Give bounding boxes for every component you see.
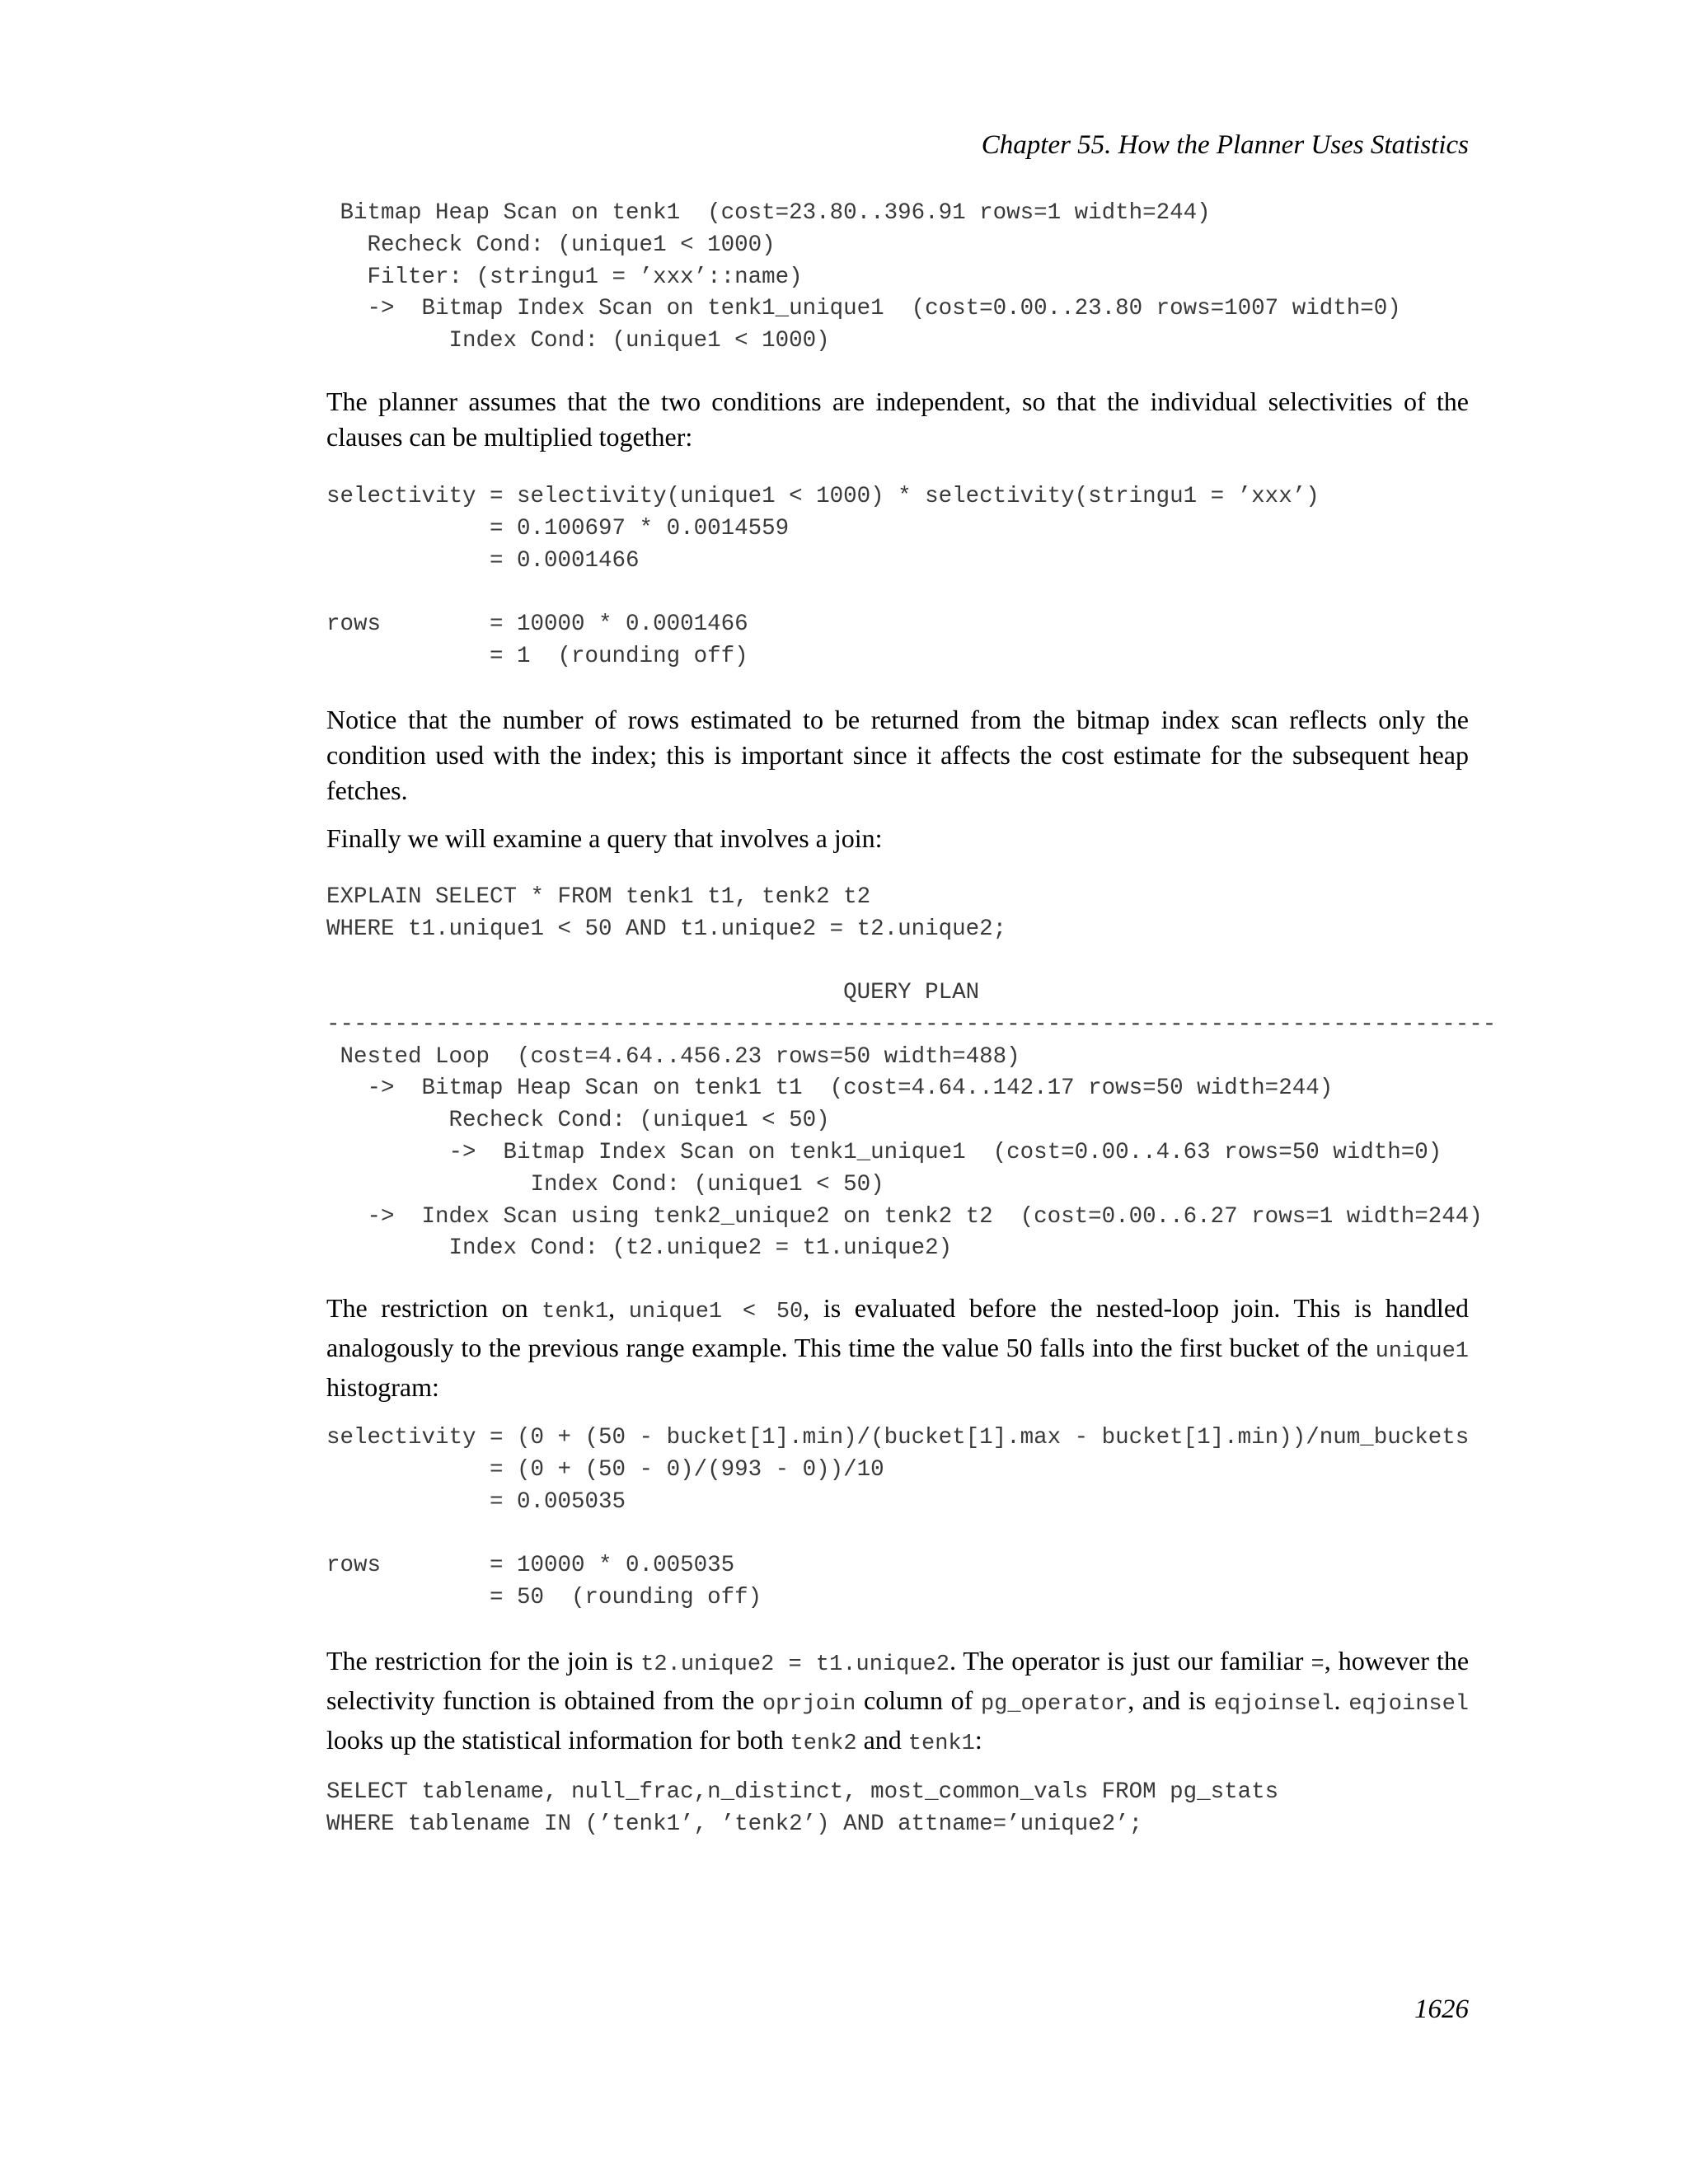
- inline-code-unique1: unique1: [1375, 1339, 1469, 1364]
- paragraph-bitmap-rows-note: Notice that the number of rows estimated to be returned from the bitmap index scan reflects only the condition used with the index; this is important since it affects the cost estimate for the subsequent heap fetches.: [326, 705, 1469, 805]
- paragraph-join-restriction: The restriction for the join is t2.unique2 = t1.unique2. The operator is just our familiar =, however the selectivity function is obtained from the oprjoin column of pg_operator, and is eqjoinsel. eqjoinsel looks up the statistical information for both tenk2 and tenk1:: [326, 1646, 1470, 1756]
- document-page: [326, 0, 1645, 2184]
- inline-code-eqjoinsel-2: eqjoinsel: [1348, 1692, 1470, 1717]
- inline-code-unique1-lt-50: unique1 < 50: [628, 1300, 804, 1324]
- inline-code-tenk1-2: tenk1: [907, 1732, 975, 1756]
- query-plan-nested-loop: QUERY PLAN -------------------------------------------------------------------------------------- Nested Loop (cost=4.64..456.23 rows=50 width=488) -> Bitmap Heap Scan on tenk1 t1 (cost=4.64..142.17 rows=50 width=244) Recheck Cond: (unique1 < 50) -> Bitmap Index Scan on tenk1_unique1 (cost=0.00..4.63 rows=50 width=0) Index Cond: (unique1 < 50) -> Index Scan using tenk2_unique2 on tenk2 t2 (cost=0.00..6.27 rows=1 width=244) Index Cond: (t2.unique2 = t1.unique2): [326, 980, 1497, 1262]
- pg-stats-query: SELECT tablename, null_frac,n_distinct, most_common_vals FROM pg_stats WHERE tablename IN (’tenk1’, ’tenk2’) AND attname=’unique2’;: [326, 1779, 1279, 1837]
- inline-code-tenk1: tenk1: [542, 1300, 609, 1324]
- paragraph-restriction-tenk1: The restriction on tenk1, unique1 < 50, is evaluated before the nested-loop join. This is handled analogously to the previous range example. This time the value 50 falls into the first bucket of the unique1 histogram:: [326, 1293, 1470, 1402]
- inline-code-pg-operator: pg_operator: [980, 1692, 1128, 1717]
- paragraph-join-intro: Finally we will examine a query that involves a join:: [326, 823, 883, 853]
- paragraph-independence-assumption: The planner assumes that the two conditions are independent, so that the individual selectivities of the clauses can be multiplied together:: [326, 387, 1469, 452]
- inline-code-oprjoin: oprjoin: [762, 1692, 856, 1717]
- inline-code-join-condition: t2.unique2 = t1.unique2: [640, 1652, 950, 1677]
- inline-code-eqjoinsel: eqjoinsel: [1213, 1692, 1334, 1717]
- inline-code-tenk2: tenk2: [790, 1732, 857, 1756]
- selectivity-calculation-1: selectivity = selectivity(unique1 < 1000) * selectivity(stringu1 = ’xxx’) = 0.100697 * 0.0014559 = 0.0001466 rows = 10000 * 0.0001466 = 1 (rounding off): [326, 484, 1320, 669]
- inline-code-equals: =: [1311, 1652, 1325, 1677]
- selectivity-calculation-2: selectivity = (0 + (50 - bucket[1].min)/(bucket[1].max - bucket[1].min))/num_buckets = (0 + (50 - 0)/(993 - 0))/10 = 0.005035 rows = 10000 * 0.005035 = 50 (rounding off): [326, 1425, 1470, 1610]
- running-header: Chapter 55. How the Planner Uses Statistics: [981, 130, 1469, 160]
- explain-join-query: EXPLAIN SELECT * FROM tenk1 t1, tenk2 t2 WHERE t1.unique1 < 50 AND t1.unique2 = t2.unique2;: [326, 884, 1007, 942]
- explain-output-bitmap-heap-scan: Bitmap Heap Scan on tenk1 (cost=23.80..396.91 rows=1 width=244) Recheck Cond: (unique1 < 1000) Filter: (stringu1 = ’xxx’::name) -> Bitmap Index Scan on tenk1_unique1 (cost=0.00..23.80 rows=1007 width=0) Index Cond: (unique1 < 1000): [340, 200, 1401, 354]
- page-number: 1626: [1414, 1994, 1469, 2024]
